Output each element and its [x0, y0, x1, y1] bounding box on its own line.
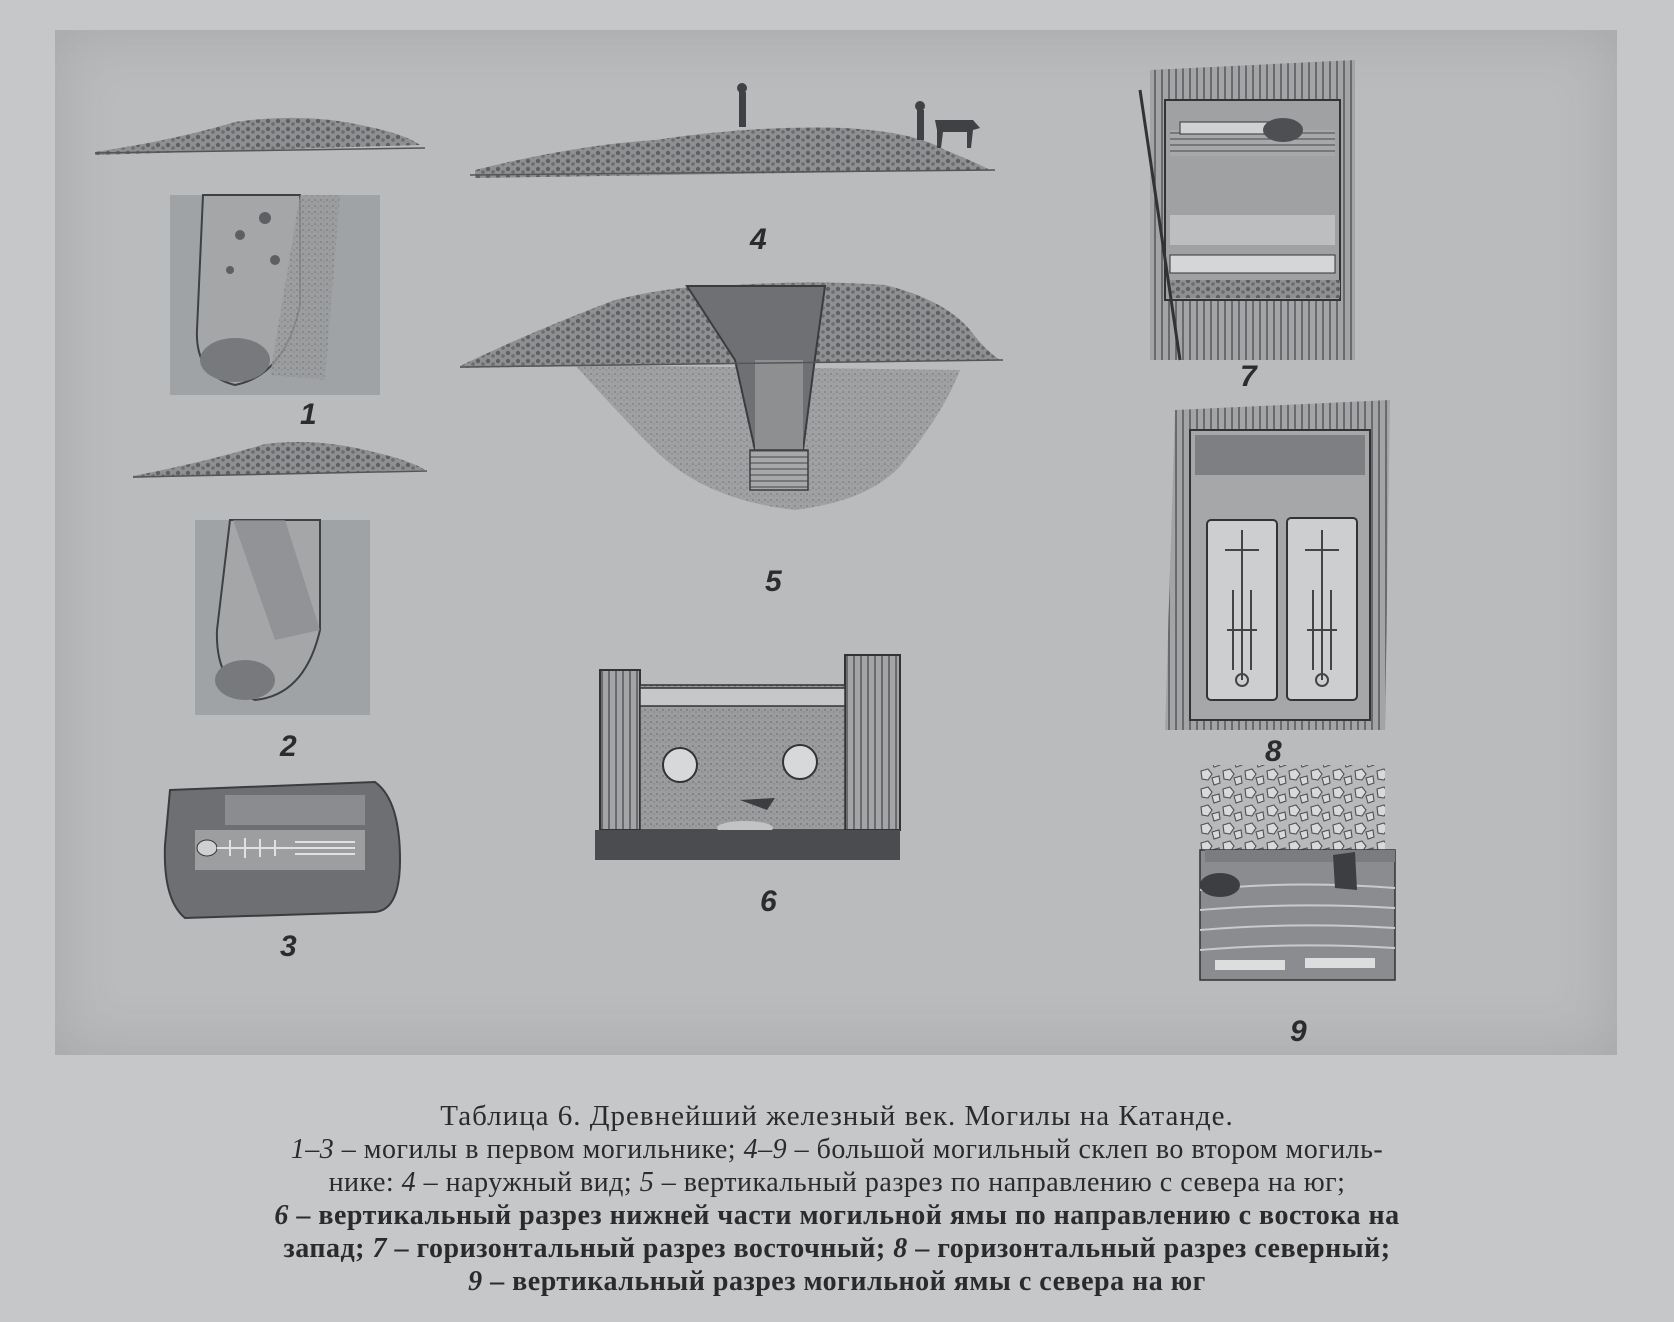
figure-7-horizontal-section-east [1140, 60, 1355, 360]
figure-4-mound-exterior [470, 83, 995, 178]
figure-2-pit [195, 520, 370, 715]
figure-number-9: 9 [1290, 1015, 1307, 1048]
figure-8-horizontal-section-north [1165, 400, 1390, 730]
figure-2-mound [133, 442, 427, 478]
plate-caption [0, 1100, 1674, 1298]
caption-line-1: 1–3 – могилы в первом могильнике; 4–9 – большой могильный склеп во втором могиль- [290, 1134, 1384, 1165]
figure-6-chamber-section [595, 655, 900, 860]
figure-number-7: 7 [1240, 360, 1257, 393]
figure-5-mound-section [460, 283, 1003, 511]
figure-number-4: 4 [750, 223, 767, 256]
figure-number-6: 6 [760, 885, 777, 918]
illustration-plate [55, 30, 1617, 1055]
plate-drawings [55, 30, 1617, 1055]
figure-1-pit [170, 195, 380, 395]
figure-number-5: 5 [765, 565, 782, 598]
caption-ref-4-9: 4–9 [743, 1134, 788, 1165]
caption-line-3: 6 – вертикальный разрез нижней части могильной ямы по направлению с востока на [274, 1200, 1400, 1231]
figure-9-pit-section [1200, 765, 1395, 980]
caption-line-4: запад; 7 – горизонтальный разрез восточный; 8 – горизонтальный разрез северный; [283, 1233, 1391, 1264]
figure-number-1: 1 [300, 398, 317, 431]
figure-3-burial-plan [165, 782, 400, 918]
caption-line-5: 9 – вертикальный разрез могильной ямы с севера на юг [468, 1266, 1206, 1297]
caption-ref-1-3: 1–3 [290, 1134, 335, 1165]
figure-number-3: 3 [280, 930, 297, 963]
figure-number-2: 2 [280, 730, 297, 763]
figure-1-mound [95, 118, 425, 155]
figure-number-8: 8 [1265, 735, 1282, 768]
caption-title: Таблица 6. Древнейший железный век. Могилы на Катанде. [440, 1100, 1234, 1132]
caption-line-2: нике: 4 – наружный вид; 5 – вертикальный разрез по направлению с севера на юг; [328, 1167, 1346, 1198]
